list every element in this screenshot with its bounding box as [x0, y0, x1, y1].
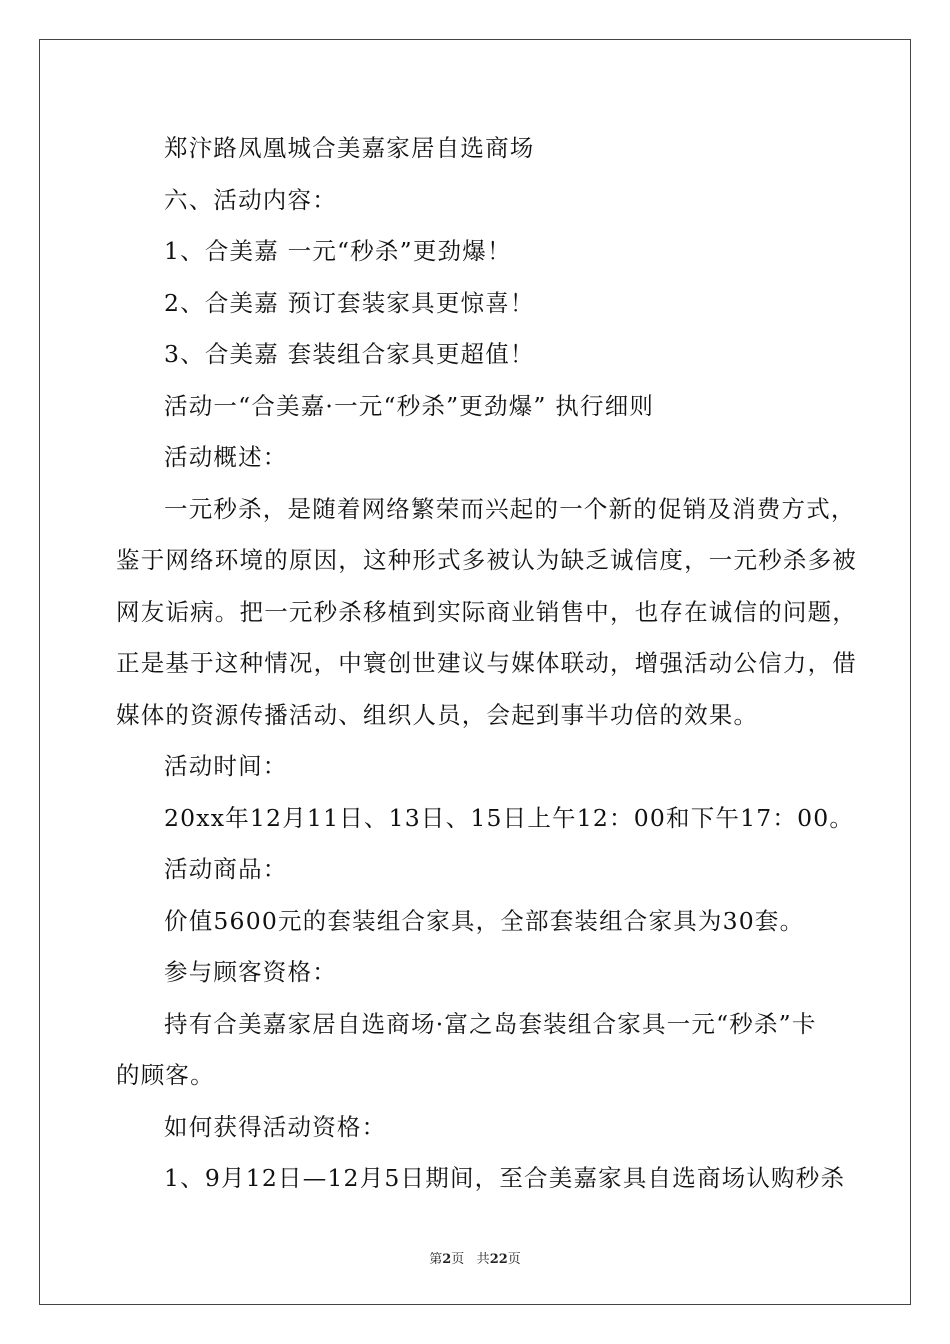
paragraph-line: 六、活动内容：: [164, 185, 337, 214]
footer-total-prefix: 共: [476, 1252, 490, 1267]
paragraph-line: 价值5600元的套装组合家具，全部套装组合家具为30套。: [164, 906, 805, 935]
paragraph-line: 如何获得活动资格：: [164, 1112, 387, 1141]
paragraph-line: 活动一“合美嘉·一元“秒杀”更劲爆” 执行细则: [164, 391, 655, 420]
document-body: [116, 128, 857, 1210]
paragraph-line: 持有合美嘉家居自选商场·富之岛套装组合家具一元“秒杀”卡: [164, 1009, 817, 1038]
footer-total-suffix: 页: [507, 1252, 521, 1267]
paragraph-line: 参与顾客资格：: [164, 958, 337, 986]
paragraph-line: 网友诟病。把一元秒杀移植到实际商业销售中，也存在诚信的问题，: [116, 597, 857, 626]
paragraph-line: 的顾客。: [116, 1061, 215, 1089]
paragraph-line: 2、合美嘉 预订套装家具更惊喜！: [164, 288, 535, 317]
paragraph-line: 鉴于网络环境的原因，这种形式多被认为缺乏诚信度，一元秒杀多被: [116, 546, 857, 574]
paragraph-line: 一元秒杀，是随着网络繁荣而兴起的一个新的促销及消费方式，: [164, 494, 856, 523]
paragraph-line: 20xx年12月11日、13日、15日上午12：00和下午17：00。: [164, 803, 855, 832]
footer-page-suffix: 页: [451, 1252, 465, 1267]
paragraph-line: 正是基于这种情况，中寰创世建议与媒体联动，增强活动公信力，借: [116, 649, 857, 677]
paragraph-line: 1、9月12日—12月5日期间，至合美嘉家具自选商场认购秒杀: [164, 1164, 846, 1192]
paragraph-line: 活动商品：: [164, 855, 288, 883]
paragraph-line: 1、合美嘉 一元“秒杀”更劲爆！: [164, 237, 512, 265]
paragraph-line: 3、合美嘉 套装组合家具更超值！: [164, 340, 535, 368]
footer-total-pages: 22: [489, 1252, 508, 1267]
footer-page-number: 2: [442, 1252, 452, 1267]
page-footer: [0, 1248, 950, 1267]
paragraph-line: 活动时间：: [164, 752, 288, 780]
paragraph-line: 活动概述：: [164, 443, 288, 471]
paragraph-line: 郑汴路凤凰城合美嘉家居自选商场: [164, 134, 535, 162]
footer-prefix: 第: [429, 1252, 443, 1267]
paragraph-line: 媒体的资源传播活动、组织人员，会起到事半功倍的效果。: [116, 700, 759, 729]
